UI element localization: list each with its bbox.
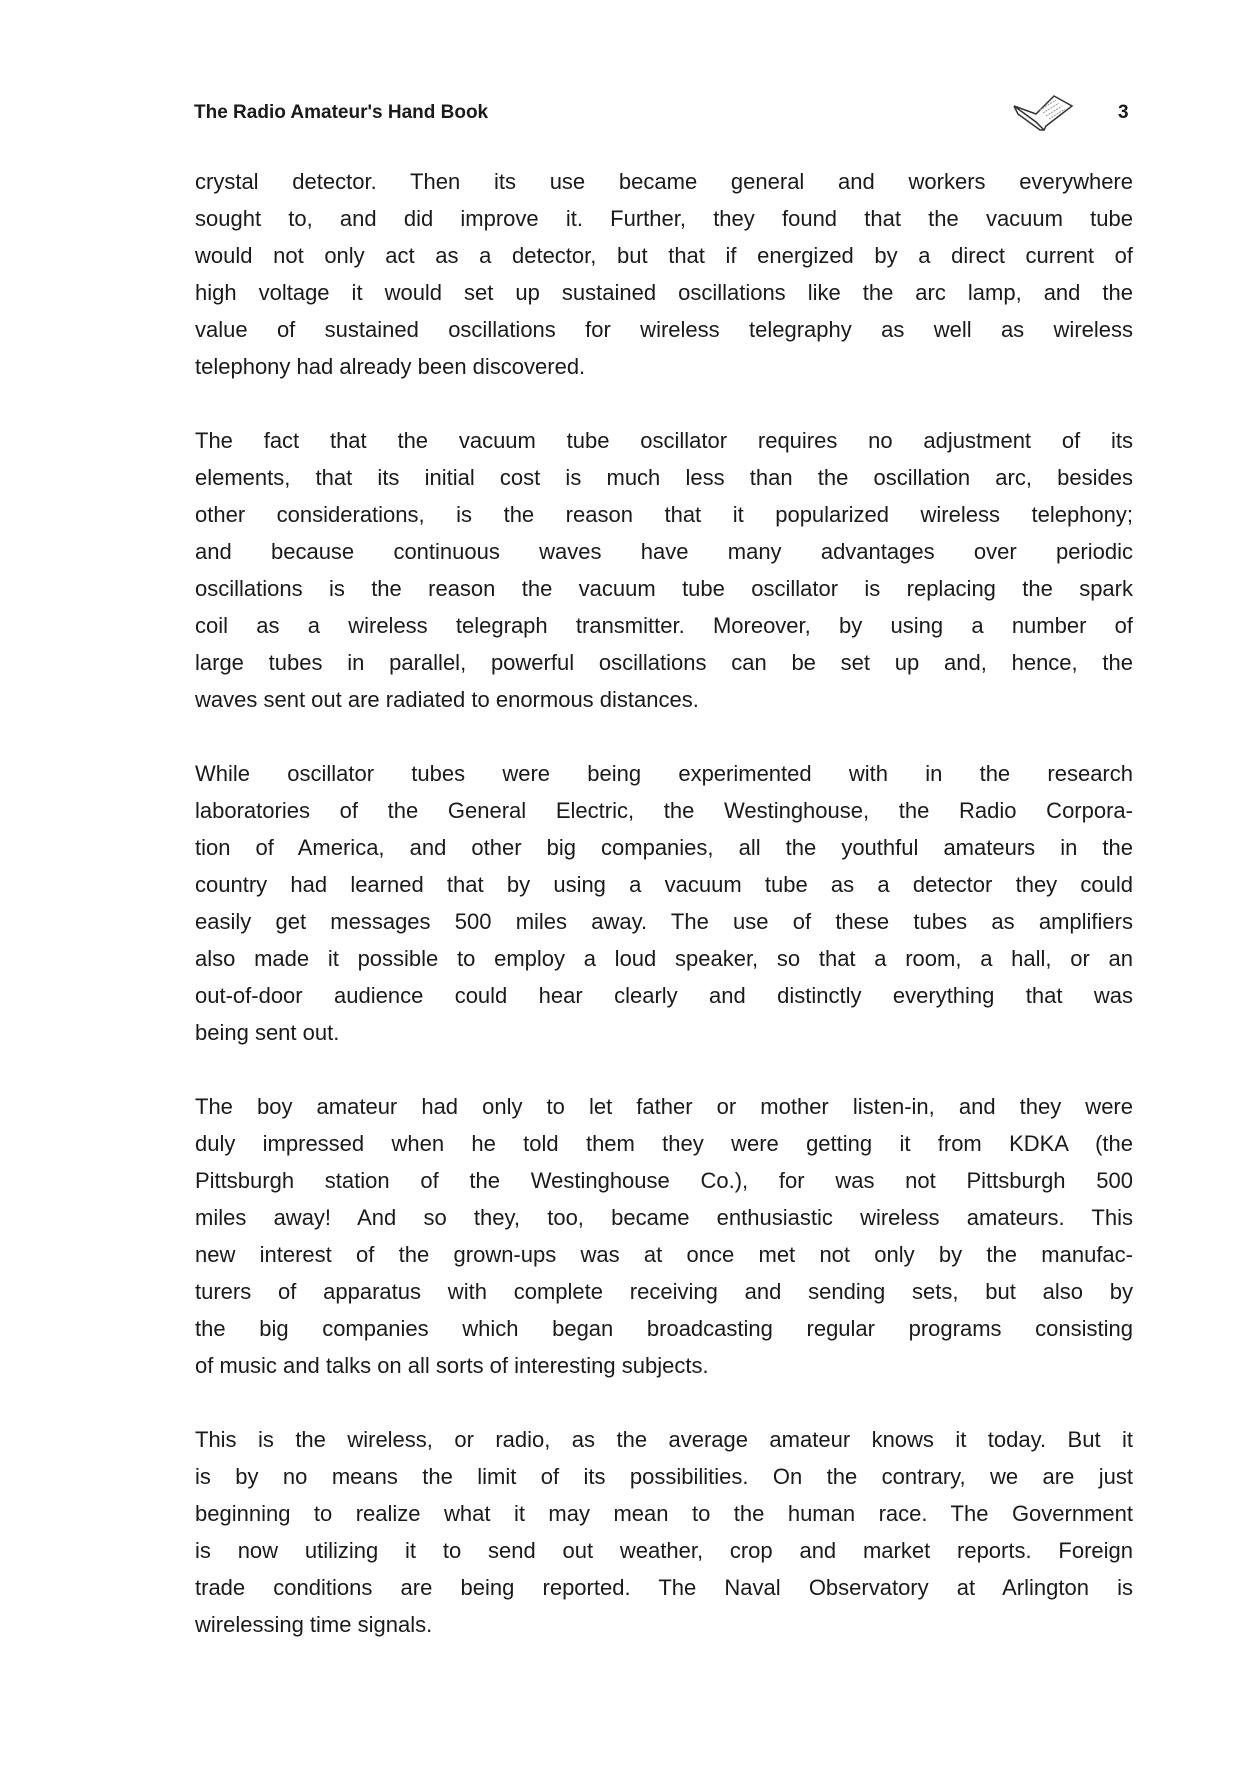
- text-line: trade conditions are being reported. The Naval Observatory at Arlington is: [195, 1575, 1133, 1600]
- text-line: beginning to realize what it may mean to the human race. The Government: [195, 1501, 1133, 1526]
- text-line: waves sent out are radiated to enormous distances.: [195, 687, 699, 712]
- text-line: sought to, and did improve it. Further, they found that the vacuum tube: [195, 206, 1133, 231]
- text-line: and because continuous waves have many advantages over periodic: [195, 539, 1133, 564]
- text-line: elements, that its initial cost is much less than the oscillation arc, besides: [195, 465, 1133, 490]
- paragraph: [195, 1421, 1133, 1643]
- text-line: miles away! And so they, too, became enthusiastic wireless amateurs. This: [195, 1205, 1133, 1230]
- text-line: While oscillator tubes were being experimented with in the research: [195, 761, 1133, 786]
- text-line: is by no means the limit of its possibilities. On the contrary, we are just: [195, 1464, 1133, 1489]
- running-header-title: The Radio Amateur's Hand Book: [194, 102, 489, 123]
- text-line: being sent out.: [195, 1020, 340, 1045]
- text-line: The boy amateur had only to let father or mother listen-in, and they were: [195, 1094, 1133, 1119]
- text-line: is now utilizing it to send out weather, crop and market reports. Foreign: [195, 1538, 1133, 1563]
- page-number: 3: [1118, 102, 1129, 123]
- open-book-icon: [1010, 92, 1080, 132]
- paragraph: [195, 163, 1133, 385]
- text-line: would not only act as a detector, but that if energized by a direct current of: [195, 243, 1133, 268]
- text-line: tion of America, and other big companies, all the youthful amateurs in the: [195, 835, 1133, 860]
- text-line: wirelessing time signals.: [195, 1612, 433, 1637]
- text-line: other considerations, is the reason that it popularized wireless telephony;: [195, 502, 1133, 527]
- text-line: country had learned that by using a vacuum tube as a detector they could: [195, 872, 1133, 897]
- paragraph: [195, 1088, 1133, 1384]
- text-line: easily get messages 500 miles away. The use of these tubes as amplifiers: [195, 909, 1133, 934]
- text-line: coil as a wireless telegraph transmitter. Moreover, by using a number of: [195, 613, 1133, 638]
- text-line: duly impressed when he told them they were getting it from KDKA (the: [195, 1131, 1133, 1156]
- text-line: new interest of the grown-ups was at once met not only by the manufac-: [195, 1242, 1133, 1267]
- text-line: also made it possible to employ a loud speaker, so that a room, a hall, or an: [195, 946, 1133, 971]
- text-line: the big companies which began broadcasting regular programs consisting: [195, 1316, 1133, 1341]
- text-line: telephony had already been discovered.: [195, 354, 586, 379]
- text-line: turers of apparatus with complete receiving and sending sets, but also by: [195, 1279, 1133, 1304]
- text-line: This is the wireless, or radio, as the average amateur knows it today. But it: [195, 1427, 1133, 1452]
- text-line: Pittsburgh station of the Westinghouse Co.), for was not Pittsburgh 500: [195, 1168, 1133, 1193]
- text-line: laboratories of the General Electric, the Westinghouse, the Radio Corpora-: [195, 798, 1133, 823]
- text-line: high voltage it would set up sustained oscillations like the arc lamp, and the: [195, 280, 1133, 305]
- text-line: The fact that the vacuum tube oscillator requires no adjustment of its: [195, 428, 1133, 453]
- text-line: oscillations is the reason the vacuum tube oscillator is replacing the spark: [195, 576, 1133, 601]
- paragraph: [195, 755, 1133, 1051]
- text-line: crystal detector. Then its use became general and workers everywhere: [195, 169, 1133, 194]
- text-line: out-of-door audience could hear clearly and distinctly everything that was: [195, 983, 1133, 1008]
- text-line: value of sustained oscillations for wireless telegraphy as well as wireless: [195, 317, 1133, 342]
- page-body: [195, 163, 1133, 1680]
- text-line: large tubes in parallel, powerful oscillations can be set up and, hence, the: [195, 650, 1133, 675]
- text-line: of music and talks on all sorts of interesting subjects.: [195, 1353, 709, 1378]
- paragraph: [195, 422, 1133, 718]
